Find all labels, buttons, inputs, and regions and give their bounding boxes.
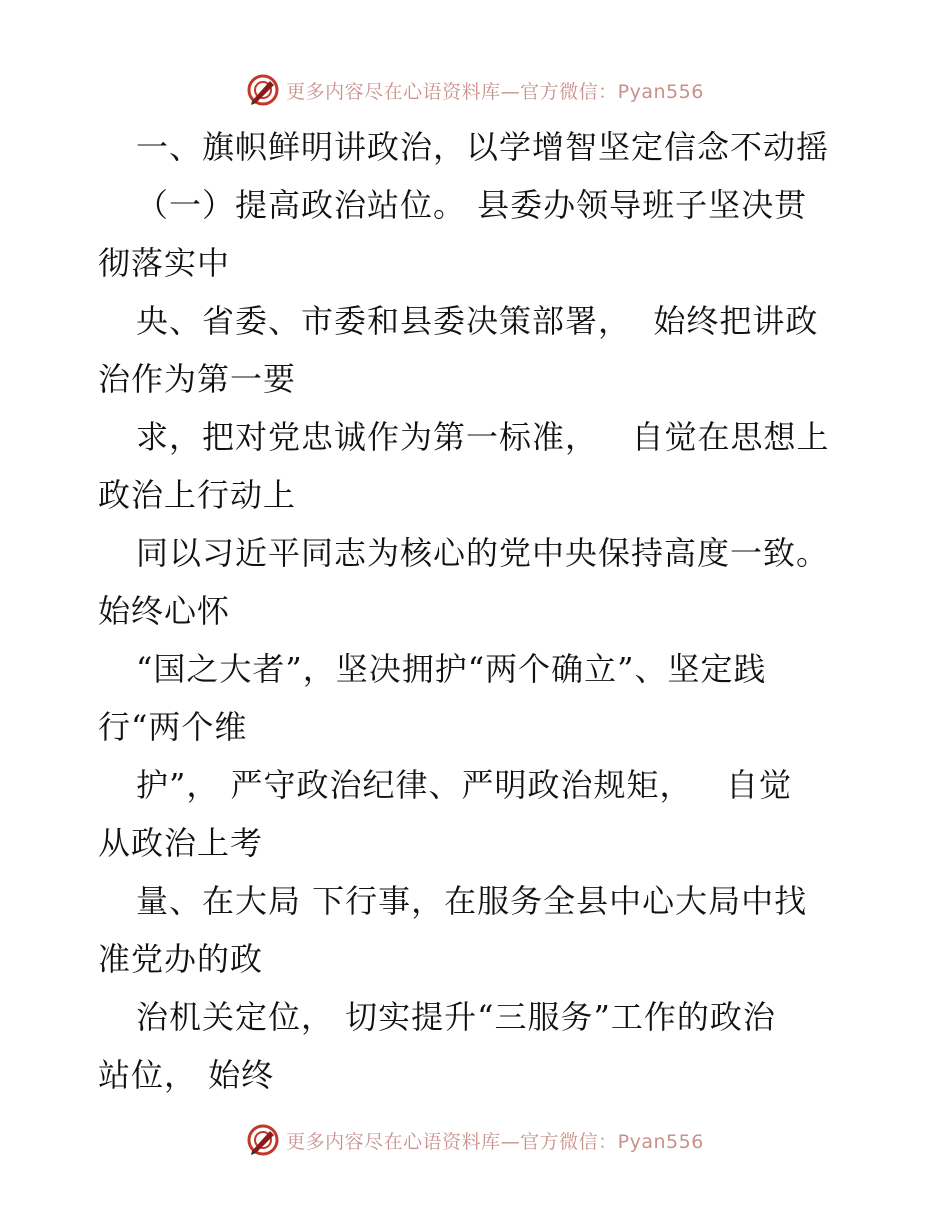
body-line: 从政治上考 [98,824,264,862]
footer-banner-text: 更多内容尽在心语资料库—官方微信：Pyan556 [286,1130,704,1153]
body-line: 一、旗帜鲜明讲政治，以学增智坚定信念不动摇 [136,128,830,166]
pen-logo-icon [246,73,280,107]
body-line: （一）提高政治站位。 县委办领导班子坚决贯 [136,186,808,224]
body-line: 准党办的政 [98,940,264,978]
body-line: 求，把对党忠诚作为第一标准， 自觉在思想上 [136,418,830,456]
body-line: 量、在大局 下行事，在服务全县中心大局中找 [136,882,808,920]
header-banner-text: 更多内容尽在心语资料库—官方微信：Pyan556 [286,80,704,103]
body-line: 站位， 始终 [98,1056,275,1094]
header-banner [0,70,950,110]
body-line: 同以习近平同志为核心的党中央保持高度一致。 [136,534,830,572]
body-line: 治作为第一要 [98,360,297,398]
body-line: 政治上行动上 [98,476,297,514]
body-line: 央、省委、市委和县委决策部署， 始终把讲政 [136,302,819,340]
body-line: 彻落实中 [98,244,231,282]
footer-banner [0,1120,950,1160]
body-line: “国之大者”，坚决拥护“两个确立”、坚定践 [136,650,767,688]
document-body [98,118,858,1104]
body-line: 治机关定位， 切实提升“三服务”工作的政治 [136,998,776,1036]
pen-logo-icon [246,1123,280,1157]
body-line: 护”， 严守政治纪律、严明政治规矩， 自觉 [136,766,793,804]
body-line: 始终心怀 [98,592,231,630]
body-line: 行“两个维 [98,708,248,746]
